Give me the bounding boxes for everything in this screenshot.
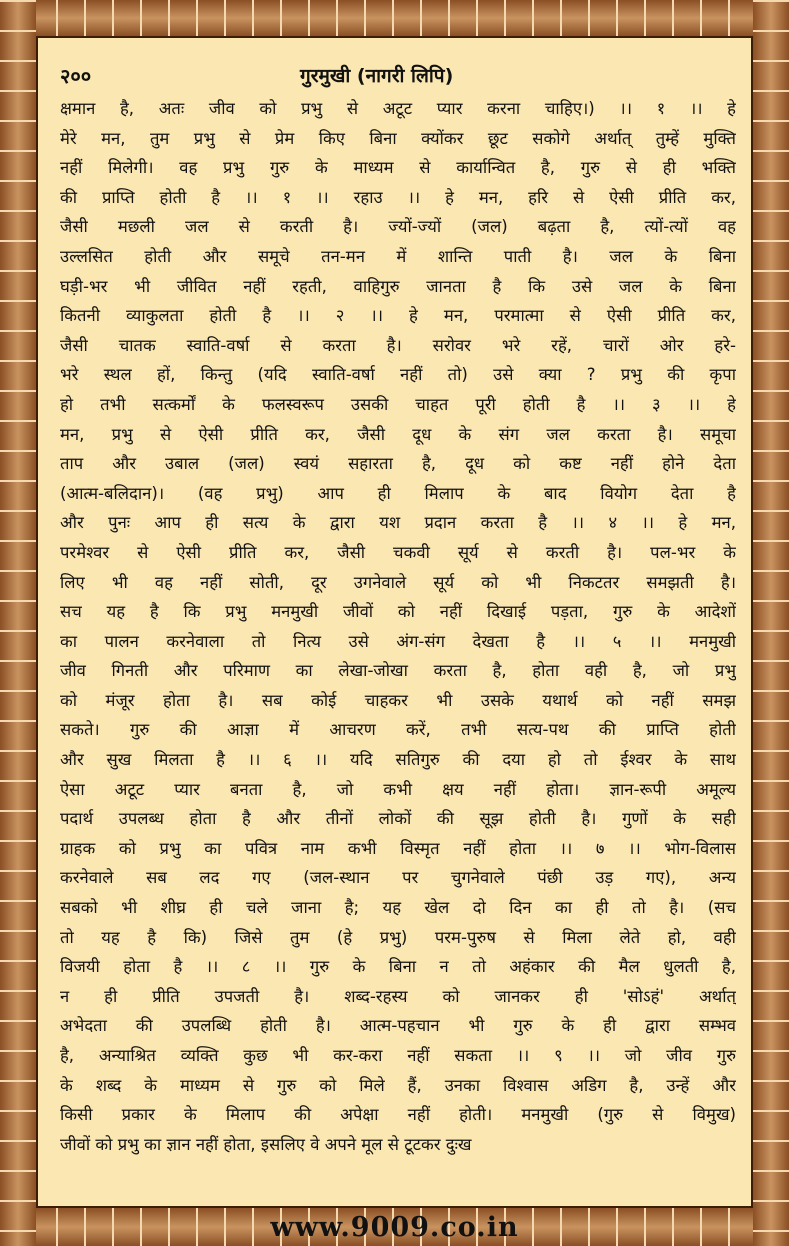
text-line: और सुख मिलता है ।। ६ ।। यदि सतिगुरु की दया हो तो ईश्वर के साथ (60, 750, 736, 770)
text-line: ग्राहक को प्रभु का पवित्र नाम कभी विस्मृत नहीं होता ।। ७ ।। भोग-विलास (60, 838, 736, 858)
text-line: मेरे मन, तुम प्रभु से प्रेम किए बिना क्योंकर छूट सकोगे अर्थात् तुम्हें मुक्ति (60, 128, 736, 148)
text-line: पदार्थ उपलब्ध होता है और तीनों लोकों की सूझ होती है। गुणों के सही (60, 809, 736, 829)
page-header (60, 60, 730, 88)
text-line: जीवों को प्रभु का ज्ञान नहीं होता, इसलिए वे अपने मूल से टूटकर दुःख (60, 1134, 472, 1154)
text-line: के शब्द के माध्यम से गुरु को मिले हैं, उनका विश्वास अडिग है, उन्हें और (60, 1075, 736, 1095)
text-line: और पुनः आप ही सत्य के द्वारा यश प्रदान करता है ।। ४ ।। हे मन, (60, 513, 736, 533)
text-line: परमेश्वर से ऐसी प्रीति कर, जैसी चकवी सूर्य से करती है। पल-भर के (60, 542, 736, 562)
text-line: कितनी व्याकुलता होती है ।। २ ।। हे मन, परमात्मा से ऐसी प्रीति कर, (60, 306, 736, 326)
text-line: न ही प्रीति उपजती है। शब्द-रहस्य को जानकर ही 'सोऽहं' अर्थात् (60, 986, 736, 1006)
text-line: भरे स्थल हों, किन्तु (यदि स्वाति-वर्षा नहीं तो) उसे क्या ? प्रभु की कृपा (60, 365, 736, 385)
text-line: सकते। गुरु की आज्ञा में आचरण करें, तभी सत्य-पथ की प्राप्ति होती (60, 720, 736, 740)
page-number: २०० (60, 64, 92, 88)
text-line: मन, प्रभु से ऐसी प्रीति कर, जैसी दूध के संग जल करता है। समूचा (60, 424, 736, 444)
text-line: तो यह है कि) जिसे तुम (हे प्रभु) परम-पुरुष से मिला लेते हो, वही (60, 927, 736, 947)
text-line: ताप और उबाल (जल) स्वयं सहारता है, दूध को कष्ट नहीं होने देता (60, 454, 736, 474)
text-line: जैसी मछली जल से करती है। ज्यों-ज्यों (जल) बढ़ता है, त्यों-त्यों वह (60, 217, 736, 237)
text-line: लिए भी वह नहीं सोती, दूर उगनेवाले सूर्य को भी निकटतर समझती है। (60, 572, 736, 592)
text-line: किसी प्रकार के मिलाप की अपेक्षा नहीं होती। मनमुखी (गुरु से विमुख) (60, 1105, 736, 1125)
book-page (36, 36, 753, 1208)
text-line: क्षमान है, अतः जीव को प्रभु से अटूट प्यार करना चाहिए।) ।। १ ।। हे (60, 99, 736, 118)
frame-border-right (753, 0, 789, 1246)
text-line: है, अन्याश्रित व्यक्ति कुछ भी कर-करा नहीं सकता ।। ९ ।। जो जीव गुरु (60, 1046, 736, 1065)
running-title: गुरमुखी (नागरी लिपि) (300, 65, 454, 87)
text-line: हो तभी सत्कर्मों के फलस्वरूप उसकी चाहत पूरी होती है ।। ३ ।। हे (60, 394, 736, 414)
frame-border-top (0, 0, 789, 36)
text-line: उल्लसित होती और समूचे तन-मन में शान्ति पाती है। जल के बिना (60, 246, 736, 266)
text-line: अभेदता की उपलब्धि होती है। आत्म-पहचान भी गुरु के ही द्वारा सम्भव (60, 1016, 736, 1036)
text-line: सबको भी शीघ्र ही चले जाना है; यह खेल दो दिन का ही तो है। (सच (60, 898, 736, 918)
text-line: सच यह है कि प्रभु मनमुखी जीवों को नहीं दिखाई पड़ता, गुरु के आदेशों (60, 602, 736, 622)
text-line: नहीं मिलेगी। वह प्रभु गुरु के माध्यम से कार्यान्वित है, गुरु से ही भक्ति (60, 158, 736, 178)
page-body-text (60, 94, 736, 1159)
frame-border-left (0, 0, 36, 1246)
text-line: जीव गिनती और परिमाण का लेखा-जोखा करता है, होता वही है, जो प्रभु (60, 661, 736, 681)
website-watermark[interactable]: www.9009.co.in (270, 1212, 519, 1243)
text-line: विजयी होता है ।। ८ ।। गुरु के बिना न तो अहंकार की मैल धुलती है, (60, 957, 736, 977)
text-line: करनेवाले सब लद गए (जल-स्थान पर चुगनेवाले पंछी उड़ गए), अन्य (60, 868, 736, 888)
text-line: का पालन करनेवाला तो नित्य उसे अंग-संग देखता है ।। ५ ।। मनमुखी (60, 631, 736, 651)
text-line: (आत्म-बलिदान)। (वह प्रभु) आप ही मिलाप के बाद वियोग देता है (60, 483, 736, 503)
text-line: को मंजूर होता है। सब कोई चाहकर भी उसके यथार्थ को नहीं समझ (60, 690, 736, 710)
text-line: की प्राप्ति होती है ।। १ ।। रहाउ ।। हे मन, हरि से ऐसी प्रीति कर, (60, 187, 736, 207)
text-line: ऐसा अटूट प्यार बनता है, जो कभी क्षय नहीं होता। ज्ञान-रूपी अमूल्य (60, 779, 736, 799)
text-line: जैसी चातक स्वाति-वर्षा से करता है। सरोवर भरे रहें, चारों ओर हरे- (60, 335, 736, 355)
text-line: घड़ी-भर भी जीवित नहीं रहती, वाहिगुरु जानता है कि उसे जल के बिना (60, 276, 736, 296)
